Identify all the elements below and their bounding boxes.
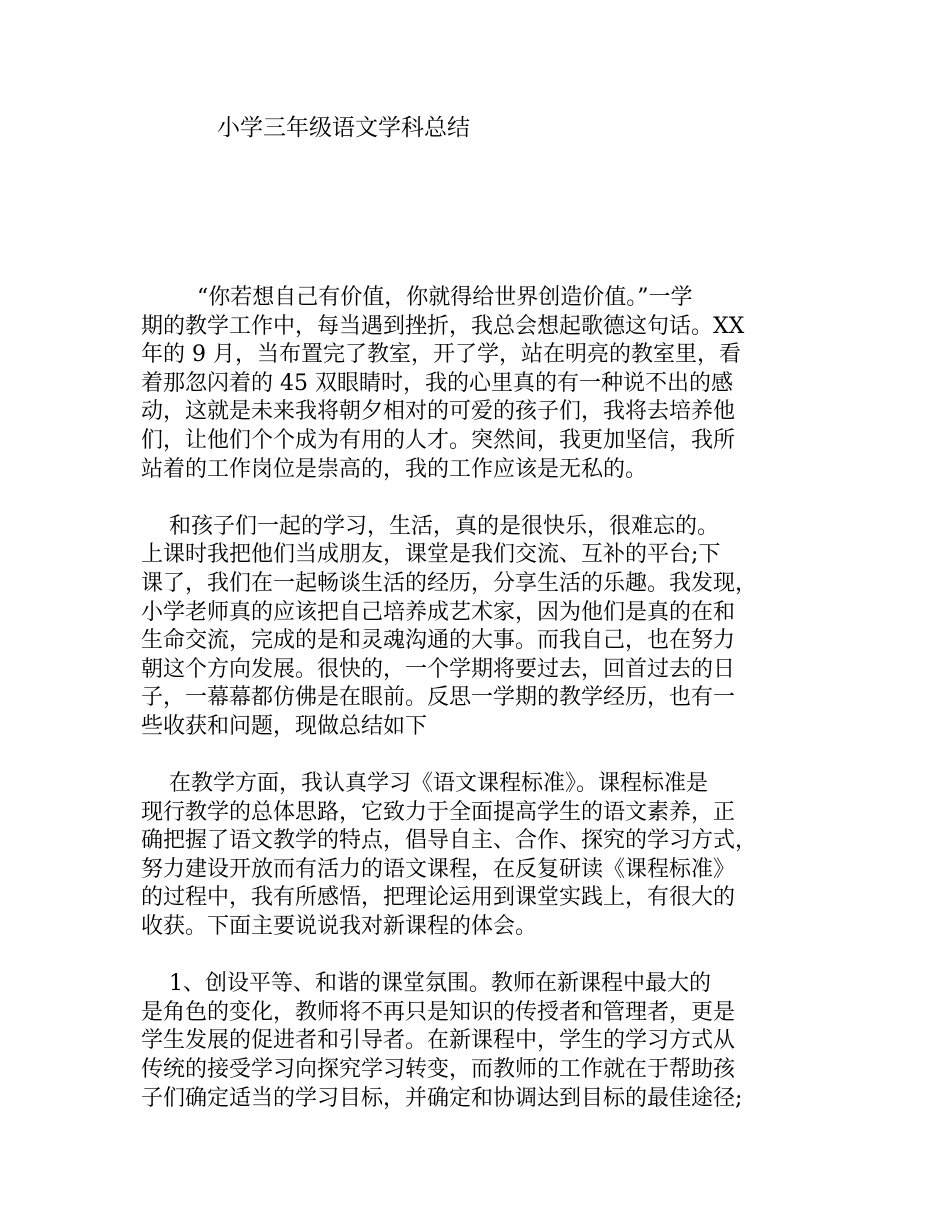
text-line: 是角色的变化，教师将不再只是知识的传授者和管理者，更是 [141, 999, 736, 1025]
document-body [141, 284, 831, 1113]
text-line: 们，让他们个个成为有用的人才。突然间，我更加坚信，我所 [141, 427, 736, 453]
text-line: 子，一幕幕都仿佛是在眼前。反思一学期的教学经历，也有一 [141, 685, 736, 711]
text-line: 着那忽闪着的 45 双眼睛时，我的心里真的有一种说不出的感 [141, 370, 733, 396]
text-line: 上课时我把他们当成朋友，课堂是我们交流、互补的平台;下 [141, 542, 721, 568]
text-line: 子们确定适当的学习目标，并确定和协调达到目标的最佳途径; [141, 1085, 743, 1111]
text-line: 现行教学的总体思路，它致力于全面提高学生的语文素养，正 [141, 799, 736, 825]
text-line: 期的教学工作中，每当遇到挫折，我总会想起歌德这句话。XX [141, 313, 745, 339]
document-title: 小学三年级语文学科总结 [217, 115, 470, 141]
text-line: 小学老师真的应该把自己培养成艺术家，因为他们是真的在和 [141, 599, 736, 625]
text-line: 课了，我们在一起畅谈生活的经历，分享生活的乐趣。我发现， [141, 570, 758, 596]
paragraph-gap [141, 742, 831, 771]
text-line: 和孩子们一起的学习，生活，真的是很快乐，很难忘的。 [141, 513, 719, 539]
text-line: 收获。下面主要说说我对新课程的体会。 [141, 914, 538, 940]
text-line: 在教学方面，我认真学习《语文课程标准》。课程标准是 [141, 771, 708, 797]
text-line: 确把握了语文教学的特点，倡导自主、合作、探究的学习方式， [141, 828, 758, 854]
paragraph-2 [141, 513, 831, 742]
paragraph-gap [141, 484, 831, 513]
paragraph-gap [141, 942, 831, 971]
text-line: 站着的工作岗位是崇高的，我的工作应该是无私的。 [141, 456, 648, 482]
text-line: 朝这个方向发展。很快的，一个学期将要过去，回首过去的日 [141, 656, 736, 682]
paragraph-1 [141, 284, 831, 484]
text-line: 些收获和问题，现做总结如下 [141, 713, 428, 739]
text-line: 学生发展的促进者和引导者。在新课程中，学生的学习方式从 [141, 1028, 736, 1054]
text-line: 努力建设开放而有活力的语文课程，在反复研读《课程标准》 [141, 856, 736, 882]
text-line: 传统的接受学习向探究学习转变，而教师的工作就在于帮助孩 [141, 1057, 736, 1083]
text-line: 的过程中，我有所感悟，把理论运用到课堂实践上，有很大的 [141, 885, 736, 911]
text-line: 生命交流，完成的是和灵魂沟通的大事。而我自己，也在努力 [141, 628, 736, 654]
text-line: “你若想自己有价值，你就得给世界创造价值。”一学 [141, 285, 693, 310]
paragraph-4 [141, 970, 831, 1113]
text-line: 动，这就是未来我将朝夕相对的可爱的孩子们，我将去培养他 [141, 399, 736, 425]
paragraph-3 [141, 770, 831, 942]
text-line: 年的 9 月，当布置完了教室，开了学，站在明亮的教室里，看 [141, 342, 741, 368]
text-line: 1、创设平等、和谐的课堂氛围。教师在新课程中最大的 [141, 971, 711, 997]
